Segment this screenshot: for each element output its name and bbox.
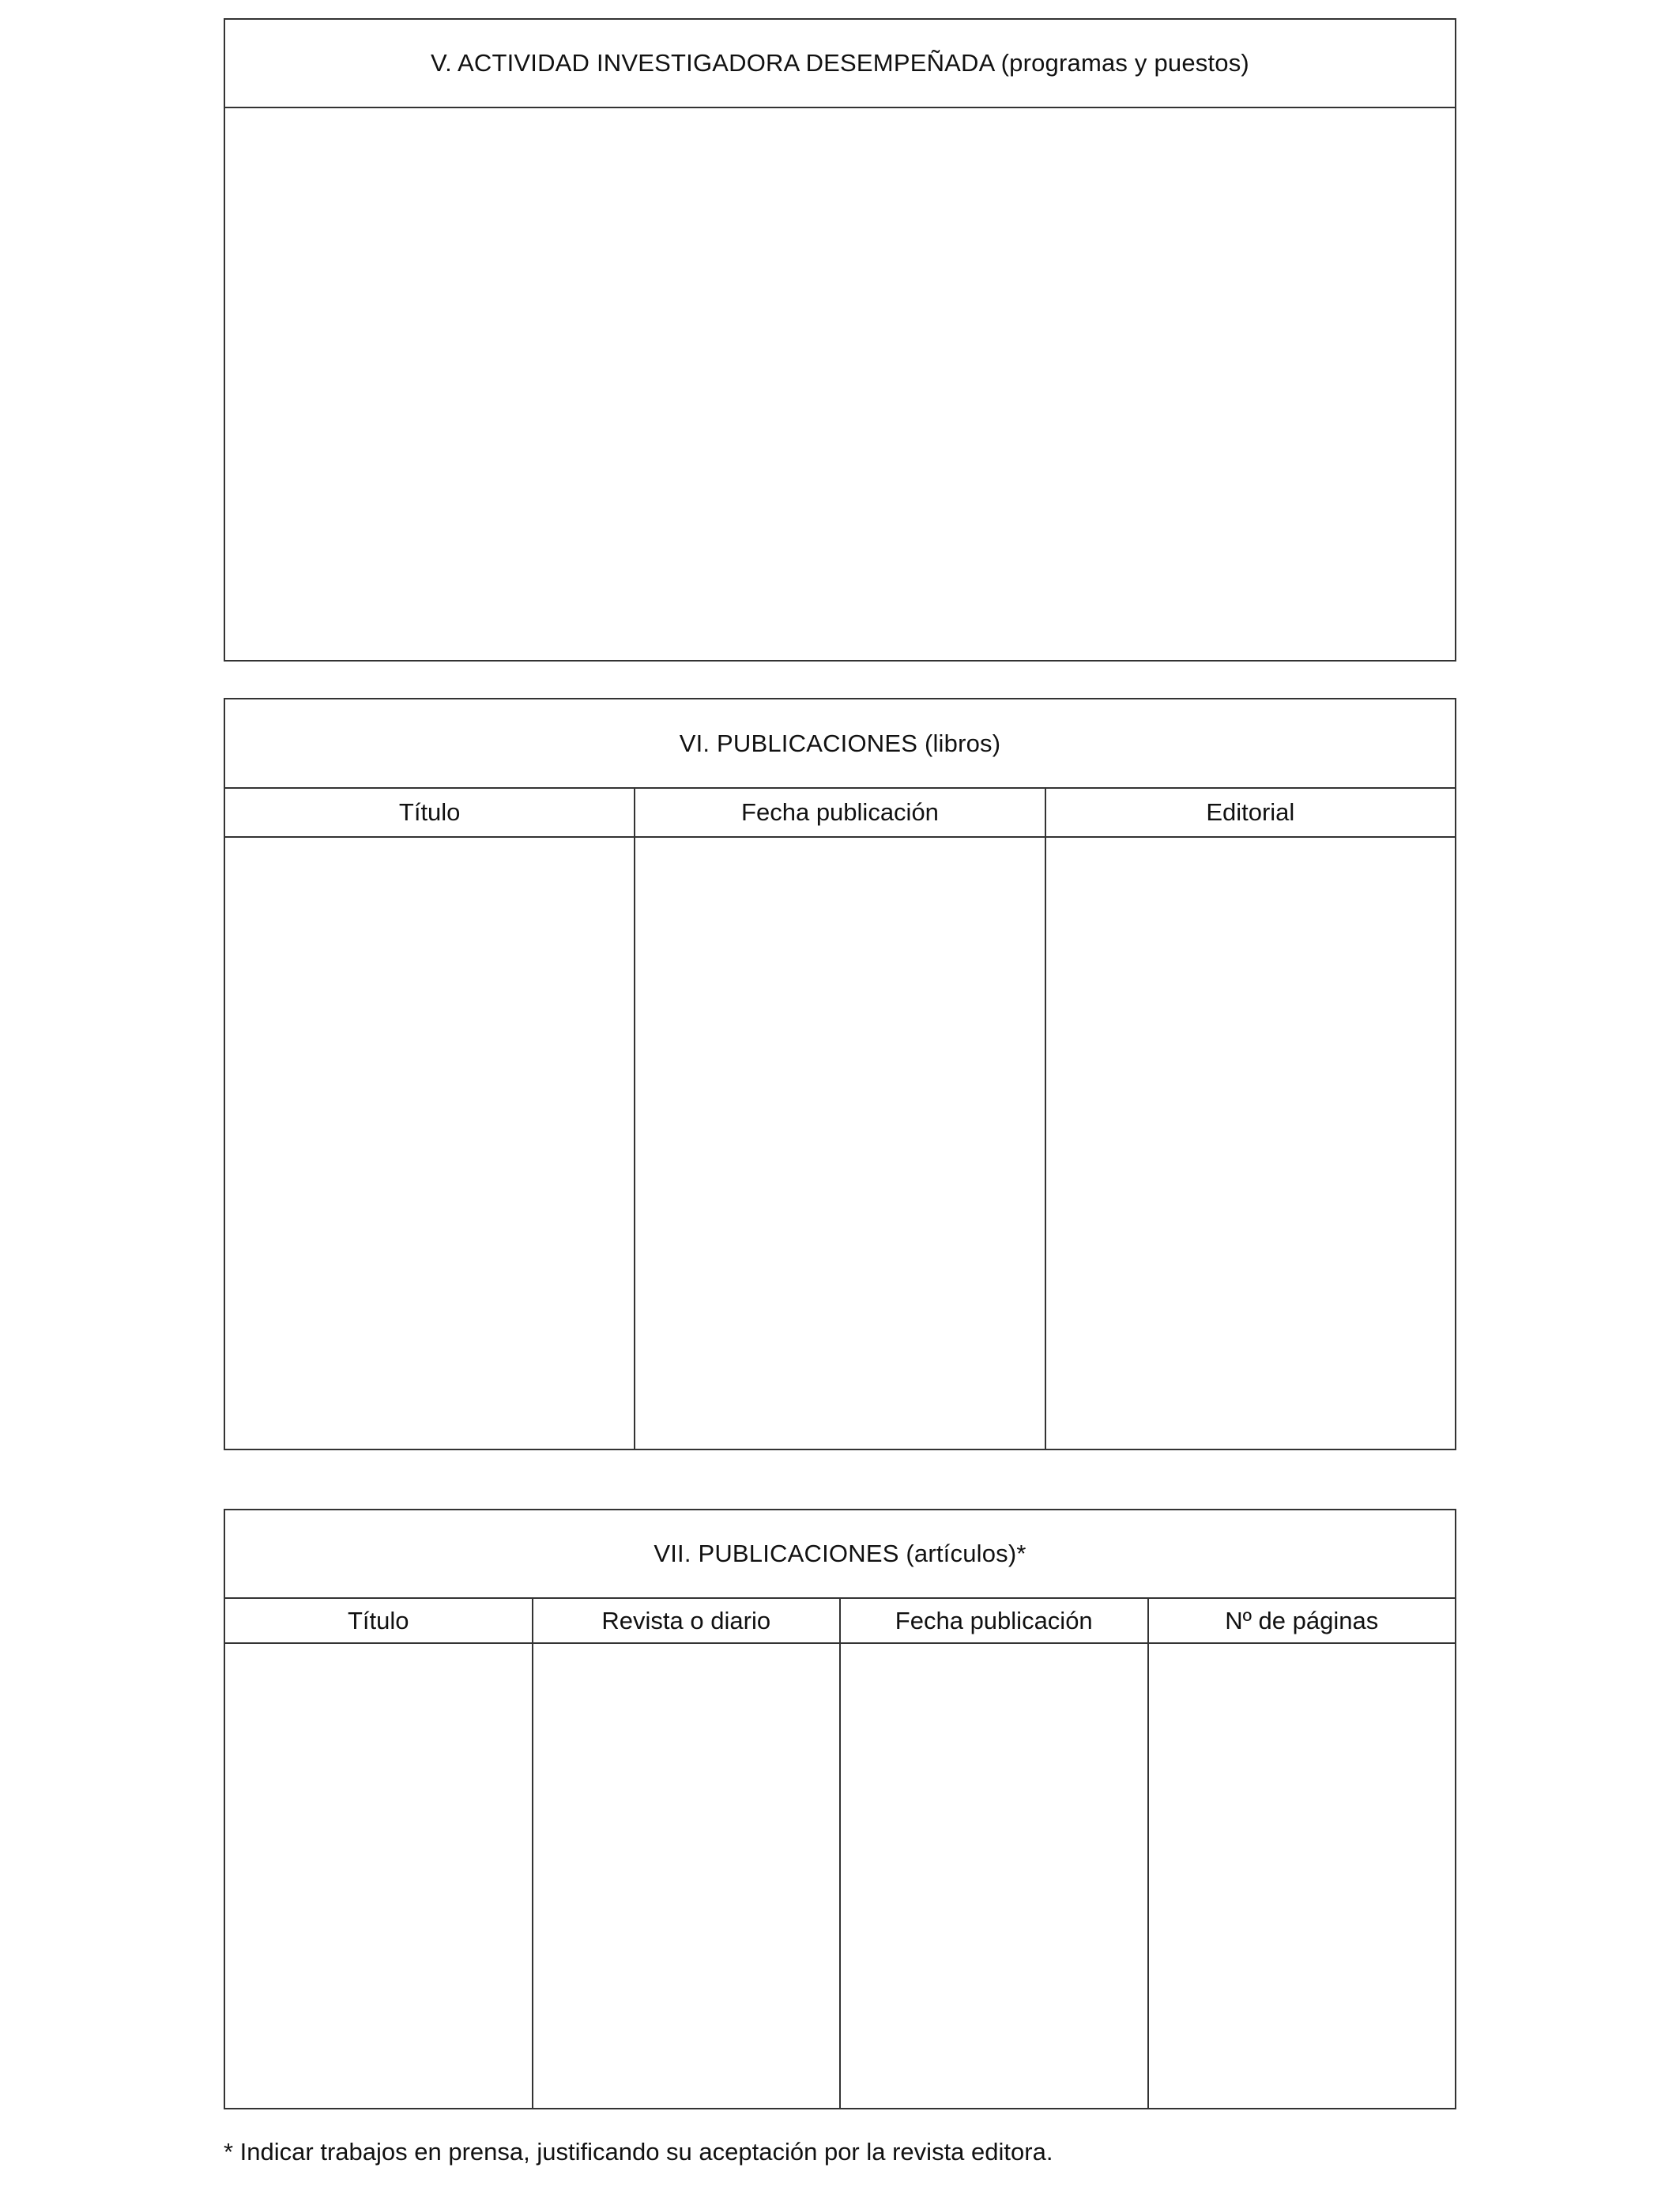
column-header-editorial: Editorial <box>1206 798 1295 826</box>
column-header-titulo: Título <box>225 1599 533 1642</box>
section-vii-header-row <box>225 1599 1455 1644</box>
section-vi-body-row <box>225 838 1455 1449</box>
column-header-titulo: Título <box>225 789 635 836</box>
section-vii-body-row <box>225 1644 1455 2108</box>
cell-titulo[interactable] <box>225 1644 533 2108</box>
column-header-revista-o-diario: Revista o diario <box>533 1599 842 1642</box>
cell-fecha-publicacion[interactable] <box>635 838 1045 1449</box>
cell-revista-o-diario[interactable] <box>533 1644 842 2108</box>
cell-titulo[interactable] <box>225 838 635 1449</box>
section-v-research-activity-box <box>224 18 1456 662</box>
section-vi-header-row <box>225 789 1455 838</box>
footnote: * Indicar trabajos en prensa, justificando su aceptación por la revista editora. <box>224 2138 1053 2166</box>
column-header-fecha-publicacion: Fecha publicación <box>635 789 1045 836</box>
section-vii-title: VII. PUBLICACIONES (artículos)* <box>225 1510 1455 1599</box>
section-v-input-area[interactable] <box>225 108 1455 660</box>
column-header-numero-paginas: Nº de páginas <box>1225 1606 1379 1634</box>
cell-editorial[interactable] <box>1046 838 1455 1449</box>
section-vi-books-table <box>224 698 1456 1450</box>
section-vi-title: VI. PUBLICACIONES (libros) <box>225 699 1455 789</box>
cell-fecha-publicacion[interactable] <box>841 1644 1149 2108</box>
cell-numero-paginas[interactable] <box>1149 1644 1456 2108</box>
section-vii-articles-table <box>224 1509 1456 2109</box>
column-header-fecha-publicacion: Fecha publicación <box>841 1599 1149 1642</box>
section-v-title: V. ACTIVIDAD INVESTIGADORA DESEMPEÑADA (programas y puestos) <box>225 20 1455 108</box>
